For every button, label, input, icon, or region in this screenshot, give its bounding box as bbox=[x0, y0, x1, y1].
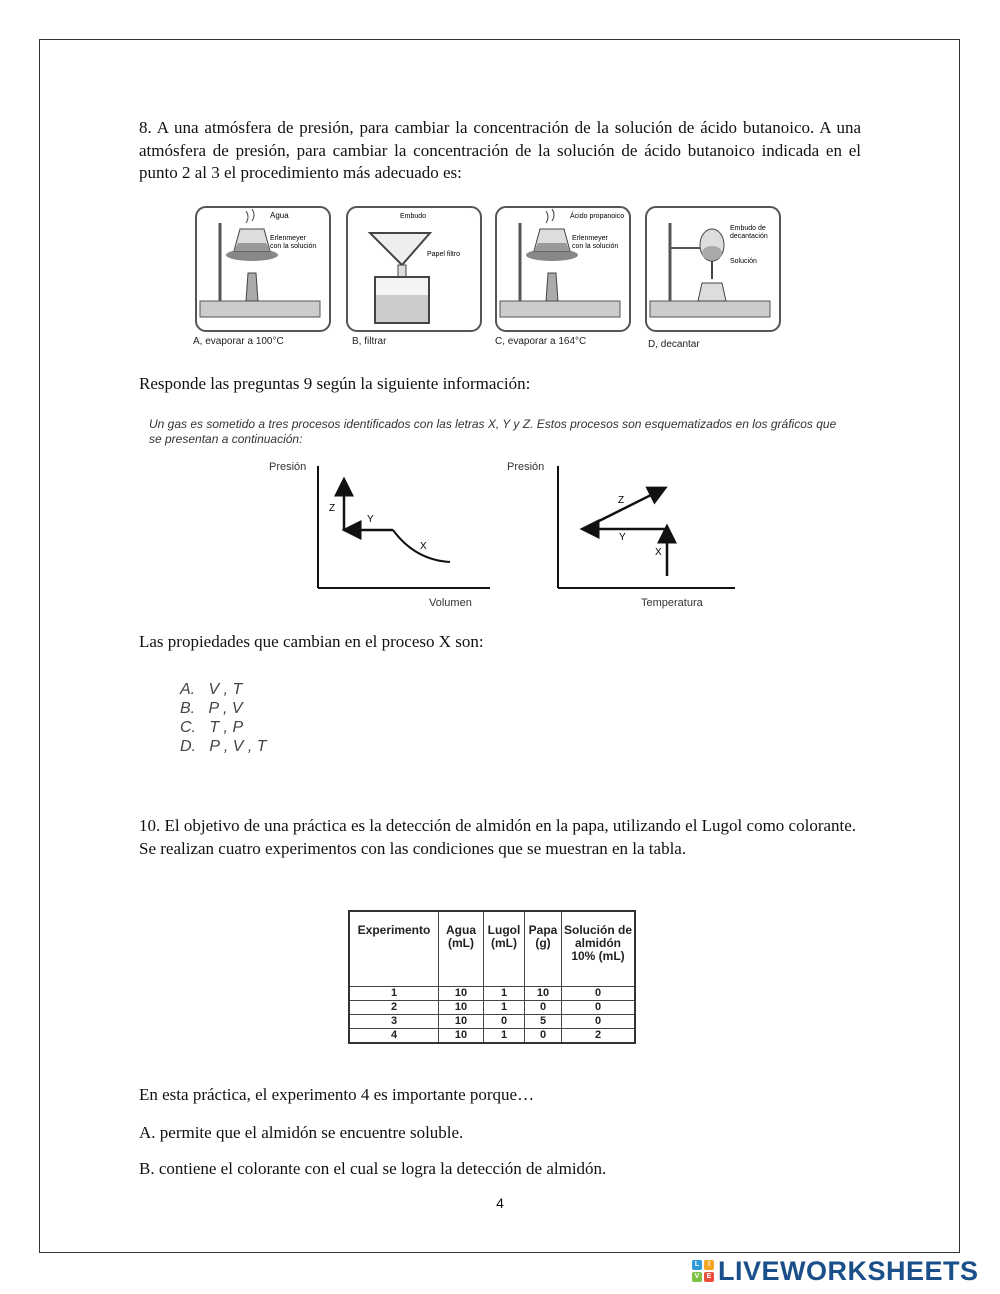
brand-logo-icon bbox=[692, 1260, 714, 1282]
chart-pressure-temperature bbox=[505, 456, 745, 611]
label-embudo-decantacion2: decantación bbox=[730, 233, 768, 240]
label-embudo: Embudo bbox=[400, 213, 427, 220]
label-erlen-a2: con la solución bbox=[270, 243, 317, 250]
table-row bbox=[349, 1015, 635, 1029]
header-agua: Agua (mL) bbox=[439, 911, 484, 987]
header-papa: Papa (g) bbox=[525, 911, 562, 987]
table-row bbox=[349, 1029, 635, 1044]
label-agua: Agua bbox=[270, 211, 289, 220]
table-row bbox=[349, 987, 635, 1001]
brand-name: LIVEWORKSHEETS bbox=[718, 1255, 979, 1286]
gas-process-text: Un gas es sometido a tres procesos identificados con las letras X, Y y Z. Estos procesos son esquematizados en los gráficos que se presentan a continuación: bbox=[149, 417, 837, 446]
header-solucion: Solución de almidón 10% (mL) bbox=[562, 911, 636, 987]
table-cell: 1 bbox=[484, 1001, 525, 1015]
label-x: X bbox=[655, 547, 662, 558]
table-cell: 10 bbox=[525, 987, 562, 1001]
panel-c-evaporation bbox=[496, 207, 630, 331]
question-9-options bbox=[180, 680, 267, 756]
header-experimento: Experimento bbox=[349, 911, 439, 987]
option-c[interactable]: C. T , P bbox=[180, 719, 244, 736]
table-cell: 10 bbox=[439, 1029, 484, 1044]
ylabel-presion-1: Presión bbox=[269, 461, 307, 473]
question-8-text: 8. A una atmósfera de presión, para cambiar la concentración de la solución de ácido butanoico. A una atmósfera de presión, para cambiar la concentración de la solución de ácido butanoico indicada en el punto 2 al 3 el procedimiento más adecuado es: bbox=[139, 118, 861, 182]
logo-tile-e: E bbox=[704, 1272, 714, 1282]
xlabel-temperatura: Temperatura bbox=[641, 597, 703, 609]
label-erlen-c: Erlenmeyer bbox=[572, 235, 608, 242]
table-row bbox=[349, 1001, 635, 1015]
table-cell: 0 bbox=[562, 987, 636, 1001]
logo-tile-i: I bbox=[704, 1260, 714, 1270]
experiment-table bbox=[348, 910, 636, 1044]
question-9-intro: Responde las preguntas 9 según la siguiente información: bbox=[139, 374, 531, 393]
xlabel-volumen: Volumen bbox=[429, 597, 472, 609]
table-cell: 1 bbox=[484, 987, 525, 1001]
table-cell: 0 bbox=[562, 1001, 636, 1015]
question-9-text: Las propiedades que cambian en el proceso X son: bbox=[139, 632, 484, 651]
label-erlen-c2: con la solución bbox=[572, 243, 619, 250]
table-cell: 1 bbox=[484, 1029, 525, 1044]
label-acido-propanoico: Ácido propanoico bbox=[570, 213, 625, 220]
table-cell: 3 bbox=[349, 1015, 439, 1029]
label-embudo-decantacion: Embudo de bbox=[730, 225, 766, 232]
page-number: 4 bbox=[496, 1195, 504, 1211]
table-cell: 0 bbox=[525, 1001, 562, 1015]
table-cell: 5 bbox=[525, 1015, 562, 1029]
label-y: Y bbox=[367, 514, 374, 525]
table-cell: 0 bbox=[484, 1015, 525, 1029]
table-cell: 0 bbox=[525, 1029, 562, 1044]
table-header-row bbox=[349, 911, 635, 987]
procedure-figures bbox=[190, 203, 790, 338]
table-cell: 1 bbox=[349, 987, 439, 1001]
table-cell: 10 bbox=[439, 1015, 484, 1029]
label-papel-filtro: Papel filtro bbox=[427, 251, 461, 258]
option-d[interactable]: D. P , V , T bbox=[180, 738, 267, 755]
label-x: X bbox=[420, 541, 427, 552]
option-a-10[interactable]: A. permite que el almidón se encuentre soluble. bbox=[139, 1123, 464, 1142]
table-cell: 10 bbox=[439, 987, 484, 1001]
chart-pressure-volume bbox=[265, 456, 495, 611]
label-solucion: Solución bbox=[730, 258, 757, 265]
table-cell: 2 bbox=[349, 1001, 439, 1015]
ylabel-presion-2: Presión bbox=[507, 461, 545, 473]
header-lugol: Lugol (mL) bbox=[484, 911, 525, 987]
label-y: Y bbox=[619, 532, 626, 543]
label-z: Z bbox=[329, 503, 336, 514]
table-cell: 10 bbox=[439, 1001, 484, 1015]
option-b[interactable]: B. P , V bbox=[180, 700, 243, 717]
panel-b-filtration bbox=[347, 207, 481, 331]
caption-c: C, evaporar a 164°C bbox=[495, 336, 587, 347]
question-10-prompt: En esta práctica, el experimento 4 es importante porque… bbox=[139, 1085, 535, 1104]
caption-a: A, evaporar a 100°C bbox=[193, 336, 284, 347]
label-z: Z bbox=[618, 495, 625, 506]
table-cell: 2 bbox=[562, 1029, 636, 1044]
label-erlen-a: Erlenmeyer bbox=[270, 235, 306, 242]
panel-a-evaporation bbox=[196, 207, 330, 331]
option-b-10[interactable]: B. contiene el colorante con el cual se logra la detección de almidón. bbox=[139, 1159, 607, 1178]
liveworksheets-brand[interactable] bbox=[692, 1256, 979, 1286]
logo-tile-l: L bbox=[692, 1260, 702, 1270]
logo-tile-v: V bbox=[692, 1272, 702, 1282]
option-a[interactable]: A. V , T bbox=[180, 681, 243, 698]
caption-d: D, decantar bbox=[648, 339, 700, 350]
table-cell: 4 bbox=[349, 1029, 439, 1044]
question-10-text: 10. El objetivo de una práctica es la detección de almidón en la papa, utilizando el Lugol como colorante. Se realizan cuatro experimentos con las condiciones que se muestran en la tabla. bbox=[139, 816, 857, 858]
caption-b: B, filtrar bbox=[352, 336, 387, 347]
table-cell: 0 bbox=[562, 1015, 636, 1029]
